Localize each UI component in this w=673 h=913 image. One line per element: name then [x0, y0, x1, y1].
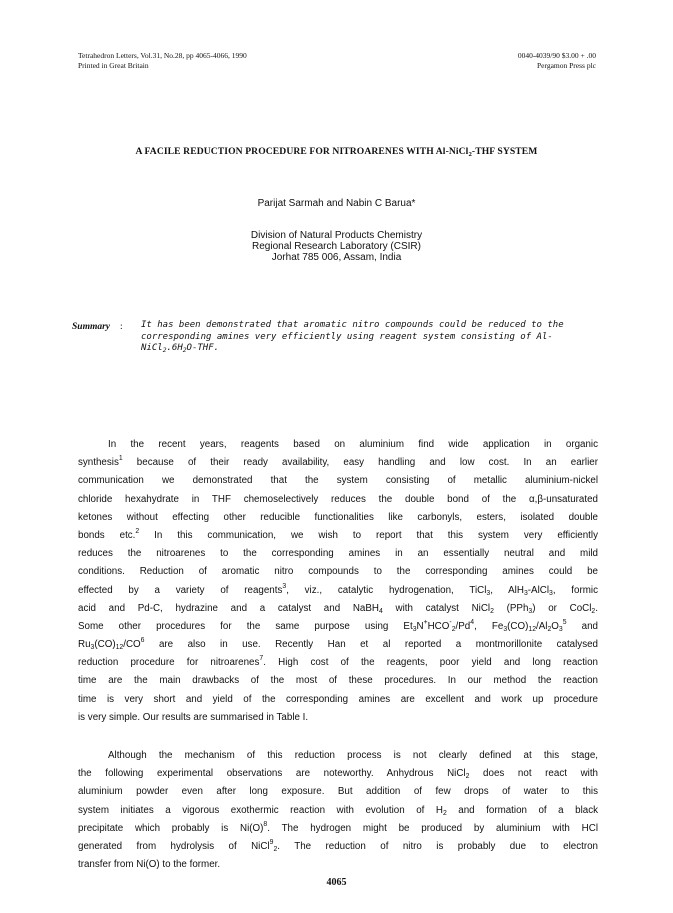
text-line: communication we demonstrated that the system consisting of metallic aluminium-nickel	[78, 475, 598, 487]
text-line: time are the main drawbacks of the most of these procedures. In our method the reaction	[78, 675, 598, 687]
text-line: reduction procedure for nitroarenes$^7$. High cost of the reagents, poor yield and long reaction	[78, 655, 598, 669]
body-paragraph-1	[78, 436, 598, 727]
publisher-name: Pergamon Press plc	[536, 61, 596, 70]
affiliation	[0, 230, 673, 263]
text-line: chloride hexahydrate in THF chemoselectively reduces the double bond of the α,β-unsaturated	[78, 493, 598, 505]
summary-text: It has been demonstrated that aromatic nitro compounds could be reduced to the corresponding amines very efficiently using reagent system consisting of $Al-NiCl_2.6H_2O$-THF.	[141, 320, 564, 354]
printed-location: Printed in Great Britain	[78, 61, 149, 70]
text-line: effected by a variety of reagents$^3$, viz., catalytic hydrogenation, TiCl$_3$, AlH$_3$-AlCl$_3$, formic	[78, 582, 598, 597]
journal-header	[78, 51, 247, 71]
affiliation-line: Division of Natural Products Chemistry	[250, 230, 423, 241]
paper-title: A FACILE REDUCTION PROCEDURE FOR NITROARENES WITH Al-NiCl$_2$-THF SYSTEM	[135, 146, 538, 158]
page-number: 4065	[326, 877, 347, 888]
text-line: acid and Pd-C, hydrazine and a catalyst and NaBH$_4$ with catalyst NiCl$_2$ (PPh$_3$) or CoCl$_2$.	[78, 602, 598, 615]
text-line: system initiates a vigorous exothermic reaction with evolution of $H_2$ and formation of a black	[78, 804, 598, 817]
text-line: synthesis$^1$ because of their ready availability, easy handling and low cost. In an earlier	[78, 455, 598, 469]
affiliation-line: Regional Research Laboratory (CSIR)	[252, 241, 421, 252]
text-line: conditions. Reduction of aromatic nitro compounds to the corresponding amines could be	[78, 566, 598, 578]
text-line: $Ru_3(CO)_{12}/CO^6$ are also in use. Recently Han et al reported a montmorillonite catalysed	[78, 637, 598, 652]
text-line: In the recent years, reagents based on aluminium find wide application in organic	[108, 439, 598, 450]
text-line: Some other procedures for the same purpose using $Et_3N^+HCO^-_2/Pd^4$, $Fe_3(CO)_{12}/Al_2O_3^5$ and	[78, 618, 598, 633]
issn-code: 0040-4039/90 $3.00 + .00	[517, 51, 596, 60]
publisher-header	[518, 51, 596, 71]
summary-colon: :	[120, 322, 123, 332]
text-line: the following experimental observations are noteworthy. Anhydrous NiCl$_2$ does not react with	[78, 768, 598, 781]
text-line: generated from hydrolysis of NiCl$^9_2$. The reduction of nitro is probably due to electron	[78, 838, 598, 853]
affiliation-line: Jorhat 785 006, Assam, India	[271, 252, 402, 263]
text-line: Although the mechanism of this reduction process is not clearly defined at this stage,	[108, 750, 598, 761]
text-line: transfer from Ni(O) to the former.	[78, 859, 221, 871]
text-line: precipitate which probably is $Ni(O)^8$. The hydrogen might be produced by aluminium with HCl	[78, 820, 598, 834]
journal-citation: Tetrahedron Letters, Vol.31, No.28, pp 4065-4066, 1990	[78, 51, 247, 60]
text-line: time is very short and yield of the corresponding amines are excellent and work up procedure	[78, 693, 598, 705]
paper-authors: Parijat Sarmah and Nabin C Barua*	[257, 198, 416, 209]
text-line: reduces the nitroarenes to the corresponding amines in an essentially neutral and mild	[78, 548, 598, 560]
text-line: ketones without effecting other reducible functionalities like carbonyls, esters, isolated double	[78, 511, 598, 523]
body-paragraph-2	[78, 747, 598, 874]
summary-label: Summary	[72, 322, 111, 332]
text-line: is very simple. Our results are summarised in Table I.	[78, 711, 309, 723]
text-line: aluminium powder even after long exposure. But addition of few drops of water to this	[78, 786, 598, 798]
text-line: bonds etc.$^2$ In this communication, we wish to report that this system very efficiently	[78, 527, 598, 541]
